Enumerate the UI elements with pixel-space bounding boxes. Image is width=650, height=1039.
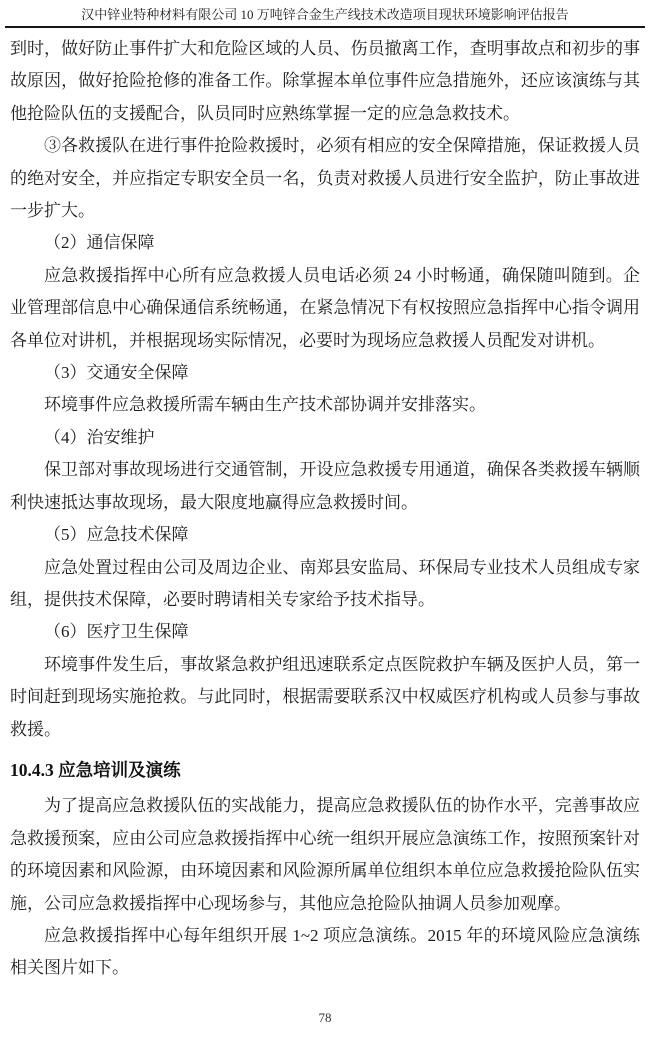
document-body	[10, 33, 640, 985]
paragraph: ③各救援队在进行事件抢险救援时，必须有相应的安全保障措施，保证救援人员的绝对安全，并应指定专职安全员一名，负责对救援人员进行安全监护，防止事故进一步扩大。	[10, 136, 640, 221]
paragraph: （4）治安维护	[44, 427, 155, 447]
paragraph: 为了提高应急救援队伍的实战能力，提高应急救援队伍的协作水平，完善事故应急救援预案，应由公司应急救援指挥中心统一组织开展应急演练工作，按照预案针对的环境因素和风险源，由环境因素和风险源所属单位组织本单位应急救援抢险队伍实施，公司应急救援指挥中心现场参与，其他应急抢险队抽调人员参加观摩。	[10, 796, 640, 913]
paragraph: 应急救援指挥中心所有应急救援人员电话必须 24 小时畅通，确保随叫随到。企业管理部信息中心确保通信系统畅通，在紧急情况下有权按照应急指挥中心指令调用各单位对讲机，并根据现场实际情况，必要时为现场应急救援人员配发对讲机。	[10, 265, 640, 350]
page-footer	[0, 1010, 650, 1026]
section-heading: 10.4.3 应急培训及演练	[10, 759, 181, 780]
paragraph: 到时，做好防止事件扩大和危险区域的人员、伤员撤离工作，查明事故点和初步的事故原因，做好抢险抢修的准备工作。除掌握本单位事件应急措施外，还应该演练与其他抢险队伍的支援配合，队员同时应熟练掌握一定的应急急救技术。	[10, 39, 640, 123]
paragraph: （5）应急技术保障	[44, 525, 189, 545]
page-number: 78	[318, 1010, 332, 1025]
page-header	[5, 0, 645, 28]
header-title: 汉中锌业特种材料有限公司 10 万吨锌合金生产线技术改造项目现状环境影响评估报告	[81, 7, 569, 22]
paragraph: 应急救援指挥中心每年组织开展 1~2 项应急演练。2015 年的环境风险应急演练相关图片如下。	[10, 925, 640, 978]
paragraph: 保卫部对事故现场进行交通管制，开设应急救援专用通道，确保各类救援车辆顺利快速抵达事故现场，最大限度地赢得应急救援时间。	[10, 460, 640, 512]
paragraph: （2）通信保障	[44, 233, 155, 253]
paragraph: 应急处置过程由公司及周边企业、南郑县安监局、环保局专业技术人员组成专家组，提供技术保障，必要时聘请相关专家给予技术指导。	[10, 557, 640, 609]
paragraph: 环境事件发生后，事故紧急救护组迅速联系定点医院救护车辆及医护人员，第一时间赶到现场实施抢救。与此同时，根据需要联系汉中权威医疗机构或人员参与事故救援。	[10, 654, 640, 739]
paragraph: （3）交通安全保障	[44, 363, 189, 383]
paragraph: （6）医疗卫生保障	[44, 622, 189, 642]
paragraph: 环境事件应急救援所需车辆由生产技术部协调并安排落实。	[44, 395, 486, 415]
